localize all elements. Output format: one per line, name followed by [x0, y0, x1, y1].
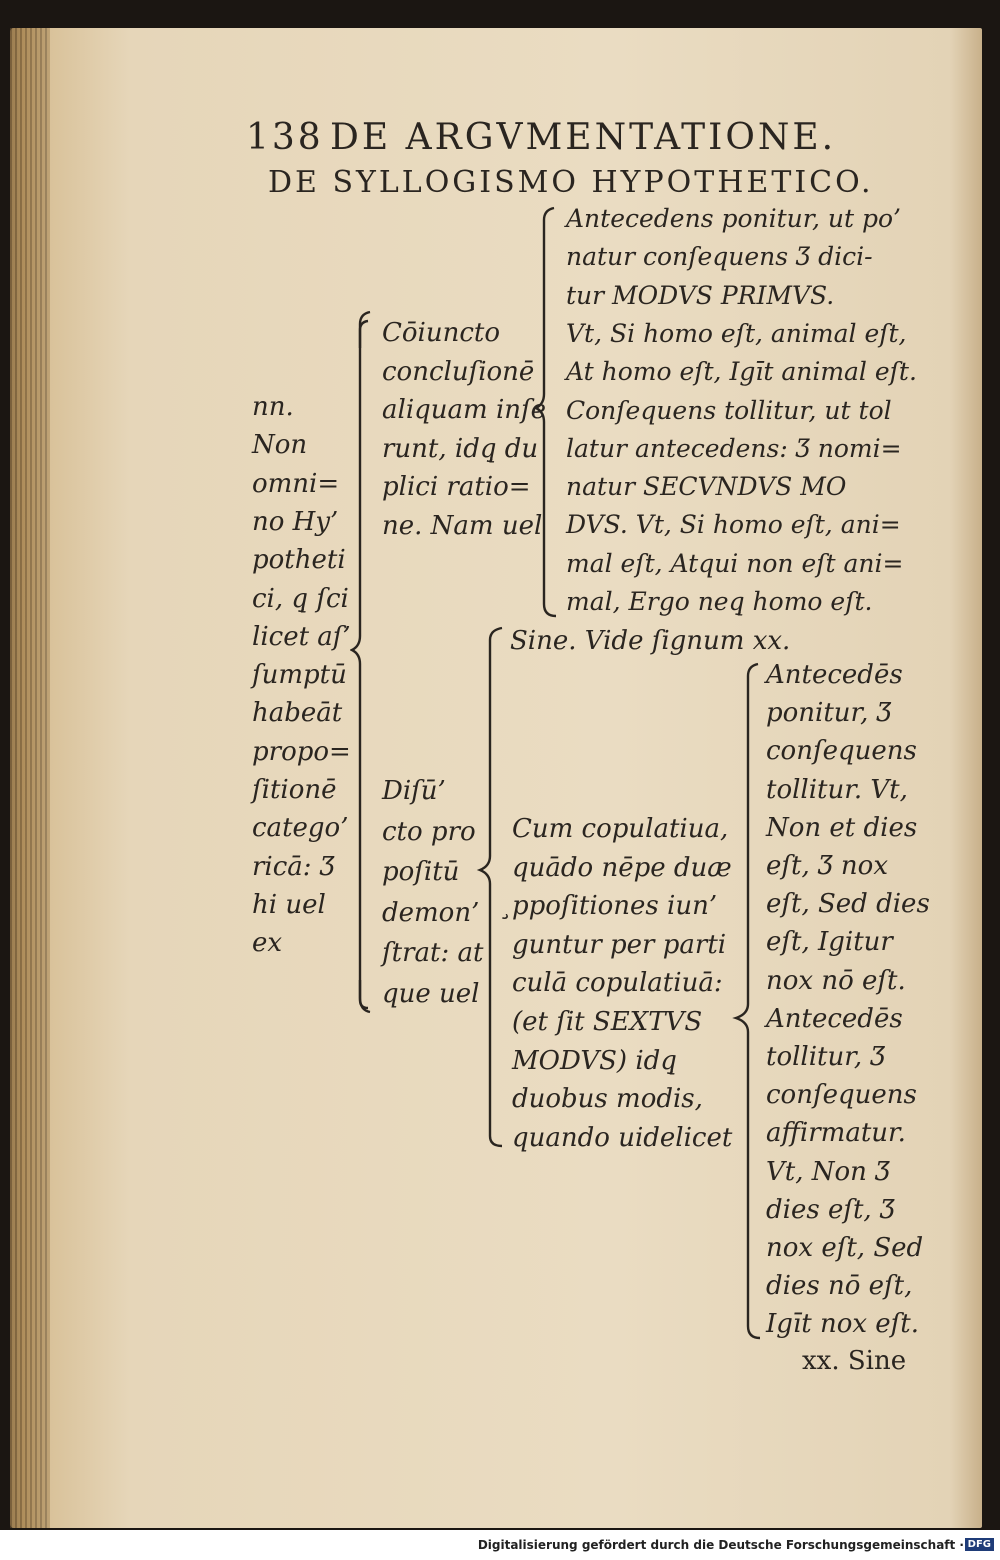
c3a-line: Vt, Si homo eſt, animal eſt, — [566, 318, 907, 348]
c4-line: ponitur, Ʒ — [766, 698, 892, 729]
c2a-line: runt, idq̧ du — [382, 433, 539, 464]
bracket-col1 — [350, 308, 374, 1018]
c3b-line: duobus modis, — [512, 1084, 703, 1115]
c1-line: potheti — [252, 545, 346, 576]
c3b-line: MODVS) idq̧ — [512, 1045, 677, 1076]
c3b-line: Cum copulatiua, — [512, 814, 729, 844]
section-title: DE SYLLOGISMO HYPOTHETICO. — [268, 165, 874, 200]
c4-line: Non et dies — [766, 812, 918, 843]
bracket-col3b — [476, 624, 506, 1156]
c2b-line: demon’ — [382, 897, 480, 928]
c4-line: conſequens — [766, 1080, 917, 1111]
c1-line: propo= — [252, 736, 351, 767]
dfg-logo: DFG — [965, 1538, 994, 1551]
page-edge — [10, 28, 50, 1528]
c1-line: licet aſ’ — [252, 621, 351, 652]
c2b-line: que uel — [382, 978, 480, 1009]
running-title: DE ARGVMENTATIONE. — [330, 117, 837, 158]
c1-line: ſumptū — [252, 660, 347, 691]
c3b-line: culā copulatiuā: — [512, 968, 723, 999]
bracket-col4 — [732, 660, 762, 1348]
c3a-line: latur antecedens: Ʒ nomi= — [566, 433, 902, 463]
c2b-line: cto pro — [382, 816, 476, 847]
c2a-line: concluſionē — [382, 356, 535, 387]
c4-line: eſt, Igitur — [766, 927, 893, 958]
c2a-line: Cōiuncto — [382, 318, 501, 348]
c1-line: catego’ — [252, 813, 349, 844]
c3a-line: Antecedens ponitur, ut po’ — [566, 204, 901, 233]
footer-bar — [0, 1530, 1000, 1560]
c1-line: ſitionē — [252, 775, 337, 805]
c3a-line: mal, Ergo neq̧ homo eſt. — [566, 587, 873, 616]
c3a-line: natur conſequens Ʒ dici- — [566, 242, 873, 272]
c4-line: dies nō eſt, — [766, 1271, 913, 1302]
c3b-line: quando uidelicet — [512, 1122, 733, 1153]
sine-line: Sine. Vide ſignum xx. — [510, 626, 791, 656]
c1-line: habeāt — [252, 698, 343, 729]
c1-line: ex — [252, 928, 283, 959]
c2a-line: aliquam inſe — [382, 395, 547, 425]
c1-line: omni= — [252, 468, 340, 499]
c3a-line: At homo eſt, Igīt animal eſt. — [566, 357, 917, 387]
c4-line: dies eſt, Ʒ — [766, 1194, 895, 1225]
c1-line: no Hy’ — [252, 506, 339, 537]
c4-line: Vt, Non Ʒ — [766, 1156, 890, 1187]
funding-notice: Digitalisierung gefördert durch die Deutsche Forschungsgemeinschaft · — [477, 1538, 964, 1552]
page-number: 138 — [246, 117, 324, 158]
c4-line: nox eſt, Sed — [766, 1233, 924, 1263]
c4-line: Antecedēs — [766, 1003, 903, 1034]
c1-line: Non — [252, 430, 308, 461]
c3b-line: ̧ppoſitiones iun’ — [512, 891, 718, 922]
c4-line: tollitur. Vt, — [766, 774, 908, 805]
c3b-line: (et ſit SEXTVS — [512, 1007, 703, 1037]
c3a-line: DVS. Vt, Si homo eſt, ani= — [566, 510, 901, 540]
c4-line: eſt, Sed dies — [766, 889, 930, 920]
c2b-line: poſitū — [382, 857, 460, 887]
c4-line: Igīt nox eſt. — [766, 1309, 919, 1340]
bracket-col2b — [352, 980, 370, 1010]
c2b-line: Diſū’ — [382, 776, 446, 806]
c4-line: conſequens — [766, 736, 917, 767]
c1-line: ricā: Ʒ — [252, 851, 335, 882]
c4-line: tollitur, Ʒ — [766, 1042, 886, 1072]
c3a-line: natur SECVNDVS MO — [566, 472, 847, 502]
c2b-line: ſtrat: at — [382, 938, 484, 968]
catchword: xx. Sine — [802, 1346, 907, 1376]
c3b-line: quādo nēpe duæ — [512, 852, 732, 883]
c3b-line: guntur per parti — [512, 929, 727, 960]
c3a-line: tur MODVS PRIMVS. — [566, 280, 835, 310]
bracket-col2a — [352, 318, 370, 348]
c2a-line: plici ratio= — [382, 472, 531, 502]
c4-line: affirmatur. — [766, 1118, 906, 1149]
c3a-line: Conſequens tollitur, ut tol — [566, 395, 892, 425]
c1-line: ci, q̧ ſci — [252, 583, 349, 614]
c3a-line: mal eſt, Atqui non eſt ani= — [566, 548, 904, 578]
c4-line: eſt, Ʒ nox — [766, 851, 888, 881]
c2a-line: ne. Nam uel — [382, 510, 543, 541]
c1-line: nn. — [252, 392, 294, 422]
c4-line: Antecedēs — [766, 660, 903, 690]
c1-line: hi uel — [252, 889, 326, 920]
c4-line: nox nō eſt. — [766, 965, 906, 996]
